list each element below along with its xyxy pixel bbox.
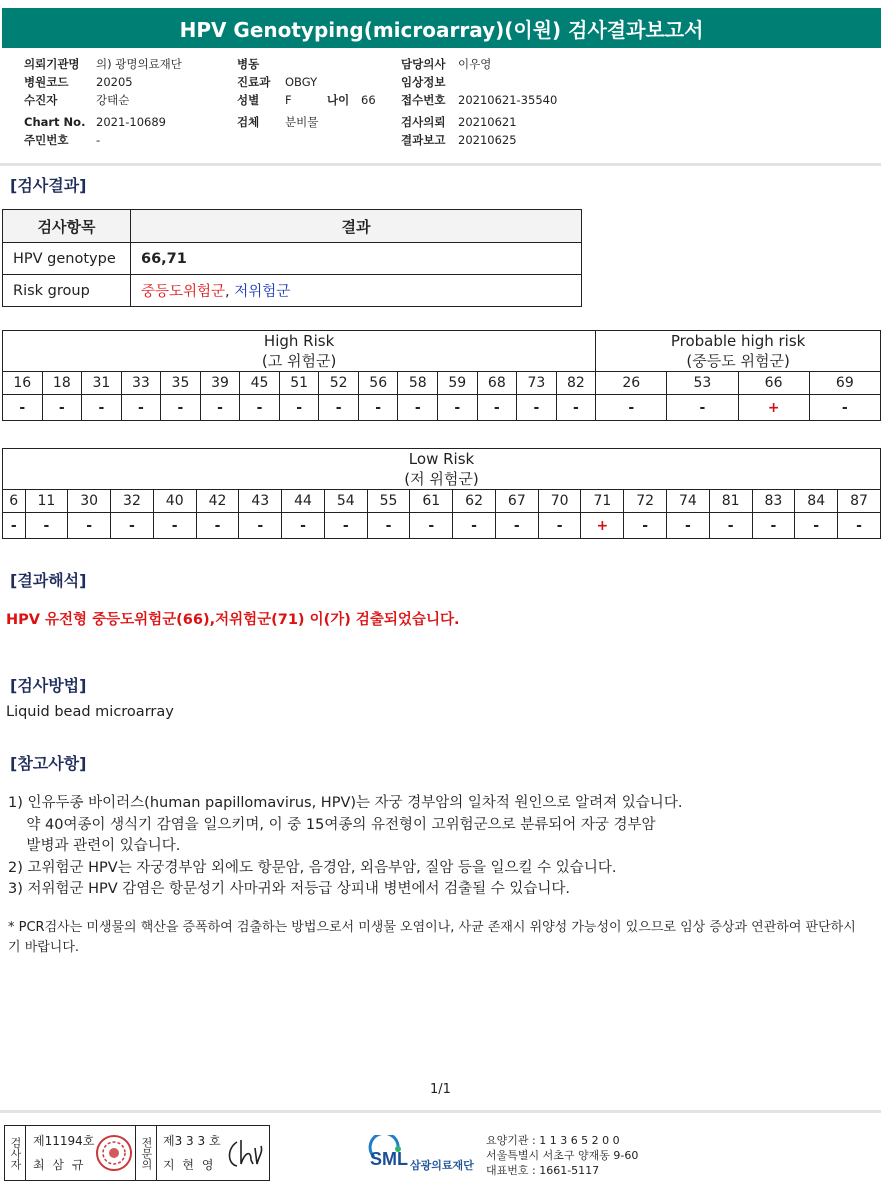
genotype-result-cell: - bbox=[667, 513, 710, 539]
low-risk-subtitle: (저 위험군) bbox=[404, 470, 479, 488]
genotype-result-cell: - bbox=[200, 395, 240, 421]
risk-group-value bbox=[131, 275, 582, 307]
genotype-result-cell: - bbox=[709, 513, 752, 539]
genotype-type-cell: 40 bbox=[153, 490, 196, 513]
sml-logo-text: SML bbox=[370, 1149, 408, 1169]
genotype-result-cell: - bbox=[324, 513, 367, 539]
genotype-type-cell: 6 bbox=[3, 490, 26, 513]
genotype-type-cell: 69 bbox=[809, 372, 880, 395]
high-risk-title: High Risk bbox=[263, 332, 335, 350]
notes-list bbox=[8, 793, 682, 901]
genotype-type-cell: 62 bbox=[453, 490, 496, 513]
genotype-value: 66,71 bbox=[131, 243, 582, 275]
lab-address: 서울특별시 서초구 양재동 9-60 bbox=[486, 1149, 639, 1162]
risk-group-label: Risk group bbox=[3, 275, 131, 307]
genotype-result-cell: - bbox=[319, 395, 359, 421]
header-value: 20210621-35540 bbox=[458, 93, 558, 107]
genotype-result-cell: - bbox=[25, 513, 68, 539]
genotype-type-cell: 72 bbox=[624, 490, 667, 513]
high-risk-header bbox=[3, 331, 596, 372]
genotype-result-cell: - bbox=[438, 395, 478, 421]
genotype-type-cell: 58 bbox=[398, 372, 438, 395]
genotype-type-cell: 32 bbox=[111, 490, 154, 513]
genotype-type-cell: 55 bbox=[367, 490, 410, 513]
result-table bbox=[2, 209, 582, 307]
genotype-result-cell: - bbox=[239, 513, 282, 539]
genotype-type-cell: 87 bbox=[838, 490, 881, 513]
genotype-result-cell: - bbox=[279, 395, 319, 421]
section-notes-title: [참고사항] bbox=[10, 754, 87, 773]
genotype-type-cell: 66 bbox=[738, 372, 809, 395]
header-label: 접수번호 bbox=[401, 93, 446, 107]
genotype-type-cell: 74 bbox=[667, 490, 710, 513]
lab-code: 요양기관 : 1 1 3 6 5 2 0 0 bbox=[486, 1134, 620, 1147]
signature-icon bbox=[223, 1134, 265, 1172]
genotype-type-cell: 35 bbox=[161, 372, 201, 395]
probable-high-risk-title: Probable high risk bbox=[670, 332, 806, 350]
genotype-type-cell: 54 bbox=[324, 490, 367, 513]
genotype-type-cell: 84 bbox=[795, 490, 838, 513]
low-risk-title: Low Risk bbox=[408, 450, 475, 468]
interpretation-text: HPV 유전형 중등도위험군(66),저위험군(71) 이(가) 검출되었습니다. bbox=[6, 612, 460, 628]
risk-group-intermediate: 중등도위험군 bbox=[141, 284, 226, 300]
genotype-type-cell: 83 bbox=[752, 490, 795, 513]
footnote: * PCR검사는 미생물의 핵산을 증폭하여 검출하는 방법으로서 미생물 오염이나, 사균 존재시 위양성 가능성이 있으므로 임상 증상과 연관하여 판단하시기 바랍니다. bbox=[8, 920, 856, 955]
genotype-result-cell: - bbox=[42, 395, 82, 421]
genotype-result-cell: - bbox=[358, 395, 398, 421]
genotype-result-cell: - bbox=[453, 513, 496, 539]
note-line: 약 40여종이 생식기 감염을 일으키며, 이 중 15여종의 유전형이 고위험군으로 분류되어 자궁 경부암 bbox=[8, 816, 656, 833]
header-label: 검사의뢰 bbox=[401, 115, 446, 129]
header-value: F bbox=[285, 93, 292, 107]
genotype-type-cell: 81 bbox=[709, 490, 752, 513]
specialist-number: 제3 3 3 호 bbox=[163, 1134, 221, 1148]
header-label: 주민번호 bbox=[24, 133, 69, 147]
genotype-result-cell: + bbox=[738, 395, 809, 421]
genotype-type-cell: 30 bbox=[68, 490, 111, 513]
genotype-type-cell: 43 bbox=[239, 490, 282, 513]
header-value: 2021-10689 bbox=[96, 115, 166, 129]
genotype-type-cell: 56 bbox=[358, 372, 398, 395]
lab-info bbox=[486, 1133, 638, 1178]
genotype-type-cell: 82 bbox=[556, 372, 596, 395]
signature-box bbox=[4, 1125, 270, 1181]
header-value: 강태순 bbox=[96, 93, 130, 107]
report-title: HPV Genotyping(microarray)(이원) 검사결과보고서 bbox=[2, 8, 881, 48]
header-value: 의) 광명의료재단 bbox=[96, 57, 182, 71]
note-line: 1) 인유두종 바이러스(human papillomavirus, HPV)는 자궁 경부암의 일차적 원인으로 알려져 있습니다. bbox=[8, 795, 683, 811]
genotype-result-cell: - bbox=[838, 513, 881, 539]
header-label: 임상정보 bbox=[401, 75, 446, 89]
note-line: 3) 저위험군 HPV 감염은 항문성기 사마귀와 저등급 상피내 병변에서 검출될 수 있습니다. bbox=[8, 881, 570, 897]
genotype-result-cell: - bbox=[477, 395, 517, 421]
footer bbox=[0, 1110, 881, 1190]
header-label: Chart No. bbox=[24, 115, 86, 129]
header-label: 성별 bbox=[237, 93, 260, 107]
probable-high-risk-header bbox=[596, 331, 881, 372]
genotype-result-cell: - bbox=[517, 395, 557, 421]
age-value: 66 bbox=[361, 93, 376, 107]
header-value: OBGY bbox=[285, 75, 318, 89]
header-col3 bbox=[401, 57, 557, 151]
genotype-result-cell: - bbox=[196, 513, 239, 539]
genotype-type-cell: 52 bbox=[319, 372, 359, 395]
inspector-label: 검사자 bbox=[5, 1126, 26, 1180]
low-risk-header bbox=[3, 449, 881, 490]
inspector-number: 제11194호 bbox=[33, 1134, 95, 1148]
method-text: Liquid bead microarray bbox=[6, 704, 174, 720]
genotype-type-cell: 33 bbox=[121, 372, 161, 395]
genotype-type-cell: 70 bbox=[538, 490, 581, 513]
risk-group-separator: , bbox=[225, 284, 235, 300]
genotype-result-cell: + bbox=[581, 513, 624, 539]
section-result-title: [검사결과] bbox=[10, 176, 87, 195]
top-gap bbox=[0, 0, 881, 8]
header-value: 20210625 bbox=[458, 133, 517, 147]
genotype-result-cell: - bbox=[153, 513, 196, 539]
note-line: 발병과 관련이 있습니다. bbox=[8, 838, 181, 854]
page-number: 1/1 bbox=[430, 1082, 451, 1097]
inspector-name: 최 삼 규 bbox=[33, 1158, 86, 1172]
genotype-result-cell: - bbox=[82, 395, 122, 421]
genotype-result-cell: - bbox=[795, 513, 838, 539]
genotype-type-cell: 45 bbox=[240, 372, 280, 395]
genotype-result-cell: - bbox=[556, 395, 596, 421]
sml-logo bbox=[368, 1135, 480, 1175]
header-label: 병원코드 bbox=[24, 75, 69, 89]
header-label: 의뢰기관명 bbox=[24, 57, 80, 71]
genotype-type-cell: 16 bbox=[3, 372, 43, 395]
genotype-label: HPV genotype bbox=[3, 243, 131, 275]
lab-phone: 대표번호 : 1661-5117 bbox=[486, 1164, 600, 1177]
specialist-label: 전문의 bbox=[135, 1126, 157, 1180]
specialist-name: 지 현 영 bbox=[163, 1158, 216, 1172]
genotype-type-cell: 26 bbox=[596, 372, 667, 395]
genotype-type-cell: 61 bbox=[410, 490, 453, 513]
genotype-type-cell: 51 bbox=[279, 372, 319, 395]
genotype-result-cell: - bbox=[624, 513, 667, 539]
risk-group-low: 저위험군 bbox=[234, 284, 291, 300]
genotype-type-cell: 59 bbox=[438, 372, 478, 395]
note-line: 2) 고위험군 HPV는 자궁경부암 외에도 항문암, 음경암, 외음부암, 질암 등을 일으킬 수 있습니다. bbox=[8, 859, 617, 876]
col-result-header: 결과 bbox=[131, 210, 582, 243]
genotype-result-cell: - bbox=[809, 395, 880, 421]
header-label: 담당의사 bbox=[401, 57, 446, 71]
genotype-result-cell: - bbox=[410, 513, 453, 539]
header-value: 20205 bbox=[96, 75, 133, 89]
header-value: - bbox=[96, 133, 101, 147]
genotype-result-cell: - bbox=[111, 513, 154, 539]
genotype-type-cell: 71 bbox=[581, 490, 624, 513]
col-item-header: 검사항목 bbox=[3, 210, 131, 243]
header-value: 분비물 bbox=[285, 115, 319, 129]
header-label: 검체 bbox=[237, 115, 260, 129]
genotype-result-cell: - bbox=[367, 513, 410, 539]
genotype-result-cell: - bbox=[3, 395, 43, 421]
org-name: 삼광의료재단 bbox=[410, 1159, 474, 1172]
genotype-result-cell: - bbox=[495, 513, 538, 539]
genotype-result-cell: - bbox=[282, 513, 325, 539]
section-interpretation-title: [결과해석] bbox=[10, 571, 87, 590]
header-label: 병동 bbox=[237, 57, 260, 71]
genotype-result-cell: - bbox=[752, 513, 795, 539]
genotype-type-cell: 31 bbox=[82, 372, 122, 395]
header-divider bbox=[0, 163, 881, 166]
header-col1 bbox=[24, 57, 182, 151]
genotype-result-cell: - bbox=[240, 395, 280, 421]
genotype-type-cell: 53 bbox=[667, 372, 738, 395]
genotype-type-cell: 68 bbox=[477, 372, 517, 395]
seal-icon bbox=[95, 1134, 133, 1172]
header-label: 진료과 bbox=[237, 75, 271, 89]
section-method-title: [검사방법] bbox=[10, 676, 87, 695]
genotype-result-cell: - bbox=[121, 395, 161, 421]
genotype-type-cell: 73 bbox=[517, 372, 557, 395]
age-label: 나이 bbox=[327, 93, 350, 107]
genotype-type-cell: 18 bbox=[42, 372, 82, 395]
header-col2 bbox=[237, 57, 376, 133]
high-risk-table bbox=[2, 330, 881, 421]
genotype-result-cell: - bbox=[161, 395, 201, 421]
probable-high-risk-subtitle: (중등도 위험군) bbox=[686, 352, 790, 370]
genotype-type-cell: 44 bbox=[282, 490, 325, 513]
header-label: 수진자 bbox=[24, 93, 58, 107]
high-risk-subtitle: (고 위험군) bbox=[261, 352, 337, 370]
header-value: 20210621 bbox=[458, 115, 517, 129]
genotype-result-cell: - bbox=[667, 395, 738, 421]
header-label: 결과보고 bbox=[401, 133, 446, 147]
genotype-type-cell: 67 bbox=[495, 490, 538, 513]
genotype-result-cell: - bbox=[596, 395, 667, 421]
genotype-type-cell: 39 bbox=[200, 372, 240, 395]
genotype-result-cell: - bbox=[3, 513, 26, 539]
genotype-type-cell: 11 bbox=[25, 490, 68, 513]
low-risk-table bbox=[2, 448, 881, 539]
genotype-result-cell: - bbox=[398, 395, 438, 421]
genotype-result-cell: - bbox=[68, 513, 111, 539]
header-value: 이우영 bbox=[458, 57, 492, 71]
genotype-result-cell: - bbox=[538, 513, 581, 539]
genotype-type-cell: 42 bbox=[196, 490, 239, 513]
